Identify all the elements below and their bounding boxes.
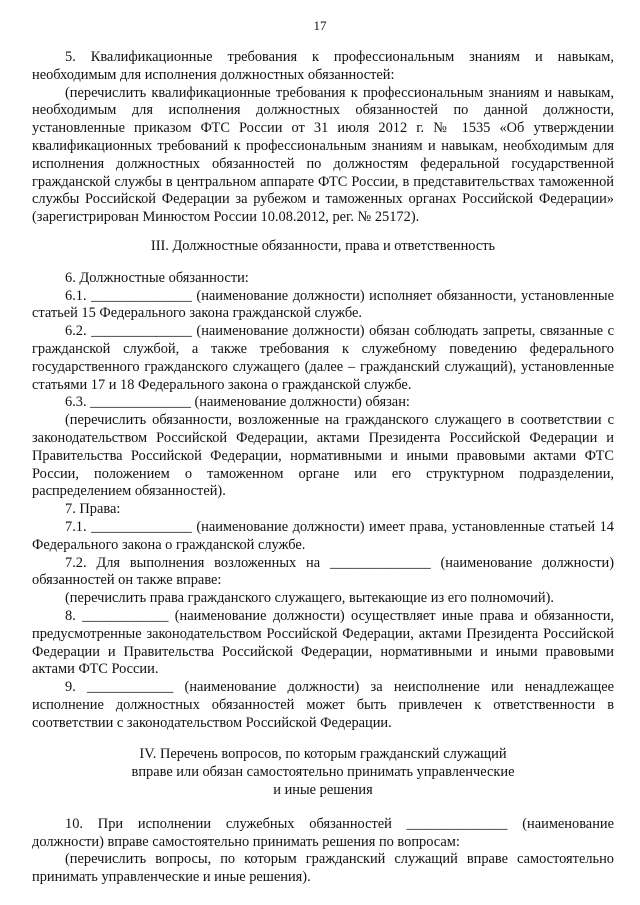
page-number: 17 — [313, 18, 327, 33]
paragraph-7-2-note: (перечислить права гражданского служащего, вытекающие из его полномочий). — [65, 590, 554, 607]
paragraph-10-note: (перечислить вопросы, по которым гражданский служащий вправе самостоятельно принимать управленческие и иные решения). — [32, 851, 614, 886]
document-body — [32, 49, 614, 887]
paragraph-8: 8. ____________ (наименование должности) осуществляет иные права и обязанности, предусмотренные законодательством Российской Федерации, актами Президента Российской Федерации и Правительства Российской Федерации, нормативными и иными правовыми актами ФТС России. — [32, 607, 614, 678]
paragraph-5-note: (перечислить квалификационные требования к профессиональным знаниям и навыкам, необходимым для исполнения должностных обязанностей по данной должности, установленные приказом ФТС России от 31 июля 2012 г. № 1535 «Об утверждении квалификационных требований к профессиональным знаниям и навыкам, необходимым для исполнения должностных обязанностей по должностям федеральной государственной гражданской службы в центральном аппарате ФТС России, в представительствах таможенной службы Российской Федерации за рубежом и таможенных органах Российской Федерации» (зарегистрирован Минюстом России 10.08.2012, рег. № 25172). — [32, 84, 614, 226]
section-heading-3: III. Должностные обязанности, права и ответственность — [150, 237, 496, 254]
section-heading-4-line-3: и иные решения — [273, 782, 373, 799]
paragraph-10: 10. При исполнении служебных обязанностей ______________ (наименование должности) вправе самостоятельно принимать решения по вопросам: — [32, 815, 614, 850]
paragraph-7-1: 7.1. ______________ (наименование должности) имеет права, установленные статьей 14 Федерального закона о гражданской службе. — [32, 518, 614, 553]
section-heading-4-line-2: вправе или обязан самостоятельно принимать управленческие — [131, 764, 515, 781]
paragraph-7: 7. Права: — [65, 501, 121, 518]
paragraph-6-3: 6.3. ______________ (наименование должности) обязан: — [65, 394, 410, 411]
section-heading-4-line-1: IV. Перечень вопросов, по которым гражданский служащий — [139, 746, 507, 763]
paragraph-6-3-note: (перечислить обязанности, возложенные на гражданского служащего в соответствии с законодательством Российской Федерации, актами Президента Российской Федерации и Правительства Российской Федерации, нормативными и иными правовыми актами ФТС России, положением о таможенном органе или его структурном подразделении, распределением обязанностей). — [32, 412, 614, 500]
paragraph-7-2: 7.2. Для выполнения возложенных на ______________ (наименование должности) обязанностей он также вправе: — [32, 554, 614, 589]
paragraph-6: 6. Должностные обязанности: — [65, 269, 249, 286]
paragraph-6-1: 6.1. ______________ (наименование должности) исполняет обязанности, установленные статьей 15 Федерального закона гражданской службе. — [32, 287, 614, 322]
paragraph-5: 5. Квалификационные требования к профессиональным знаниям и навыкам, необходимым для исполнения должностных обязанностей: — [32, 49, 614, 83]
paragraph-6-2: 6.2. ______________ (наименование должности) обязан соблюдать запреты, связанные с гражданской службой, а также требования к служебному поведению федерального государственного гражданского служащего (далее – гражданский служащий), установленные статьями 17 и 18 Федерального закона о гражданской службе. — [32, 323, 614, 393]
paragraph-9: 9. ____________ (наименование должности) за неисполнение или ненадлежащее исполнение должностных обязанностей может быть привлечен к ответственности в соответствии с законодательством Российской Федерации. — [32, 679, 614, 731]
